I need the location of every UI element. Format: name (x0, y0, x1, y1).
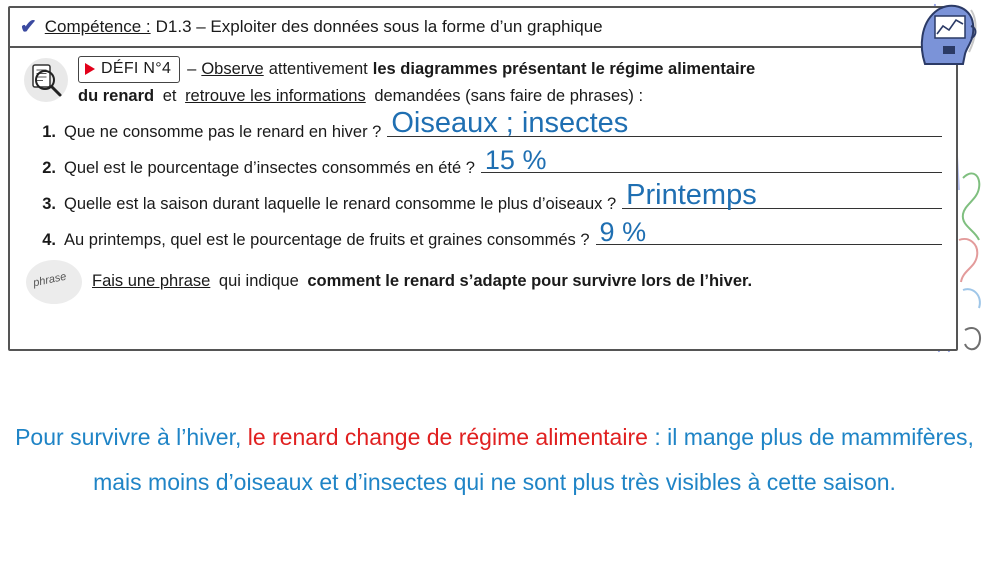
question-item-2 (32, 144, 942, 178)
question-number: 1. (42, 122, 56, 141)
fox-head-doodle-icon (913, 2, 979, 66)
answer-text-1: Oiseaux ; insectes (391, 106, 629, 139)
phrase-underlined: Fais une phrase (92, 272, 211, 291)
question-number: 4. (42, 230, 56, 249)
question-number: 2. (42, 158, 56, 177)
defi-badge-label: DÉFI N°4 (101, 60, 172, 77)
question-text: Quelle est la saison durant laquelle le renard consomme le plus d’oiseaux ? (64, 194, 617, 213)
phrase-bubble-icon (26, 260, 82, 304)
answer-line-2[interactable] (481, 144, 942, 175)
question-text: Que ne consomme pas le renard en hiver ? (64, 122, 382, 141)
worksheet-card (8, 6, 958, 351)
phrase-task-text (92, 272, 752, 291)
sentence-part-2-red: le renard change de régime alimentaire (247, 424, 648, 450)
defi-dash: – (187, 60, 197, 79)
defi-verb: Observe (201, 60, 264, 79)
red-triangle-icon (85, 63, 95, 75)
defi-end: demandées (sans faire de phrases) : (374, 86, 644, 105)
defi-instruction-block (24, 56, 942, 106)
sentence-part-1: Pour survivre à l’hiver, (15, 424, 242, 450)
answer-text-3: Printemps (626, 178, 757, 211)
competence-row (10, 8, 956, 48)
question-number: 3. (42, 194, 56, 213)
defi-line-1 (78, 56, 942, 83)
competence-text: D1.3 – Exploiter des données sous la forme d’un graphique (155, 17, 603, 36)
question-text: Quel est le pourcentage d’insectes consommés en été ? (64, 158, 475, 177)
magnifier-document-icon (24, 58, 68, 102)
competence-label: Compétence : (44, 17, 151, 36)
sentence-part-3: : il mange plus de mammifères, mais moins d’oiseaux et d’insectes qui ne sont plus très visibles à cette saison. (93, 424, 974, 495)
phrase-bold: comment le renard s’adapte pour survivre lors de l’hiver. (307, 272, 753, 291)
defi-line-2 (78, 87, 942, 106)
defi-mid: attentivement (268, 60, 368, 79)
question-text: Au printemps, quel est le pourcentage de fruits et graines consommés ? (64, 230, 590, 249)
answer-text-2: 15 % (484, 144, 547, 175)
defi-bold-1: les diagrammes présentant le régime alimentaire (372, 60, 756, 79)
question-item-4 (32, 216, 942, 250)
defi-underline-2: retrouve les informations (185, 86, 366, 105)
worksheet-body (10, 48, 956, 304)
questions-list (24, 106, 942, 250)
check-icon: ✔ (20, 16, 37, 38)
answer-sentence (0, 415, 989, 505)
defi-badge (78, 56, 180, 83)
question-item-1 (32, 106, 942, 142)
phrase-task-block (24, 260, 942, 304)
answer-line-4[interactable] (596, 216, 942, 247)
answer-text-4: 9 % (599, 216, 647, 247)
defi-bold-2: du renard (78, 86, 155, 105)
defi-text (78, 56, 942, 106)
answer-line-1[interactable] (387, 106, 942, 139)
defi-mid-2: et (162, 86, 177, 105)
phrase-bubble-label: phrase (32, 270, 68, 289)
answer-line-3[interactable] (622, 178, 942, 211)
question-item-3 (32, 178, 942, 214)
phrase-middle: qui indique (218, 272, 299, 291)
